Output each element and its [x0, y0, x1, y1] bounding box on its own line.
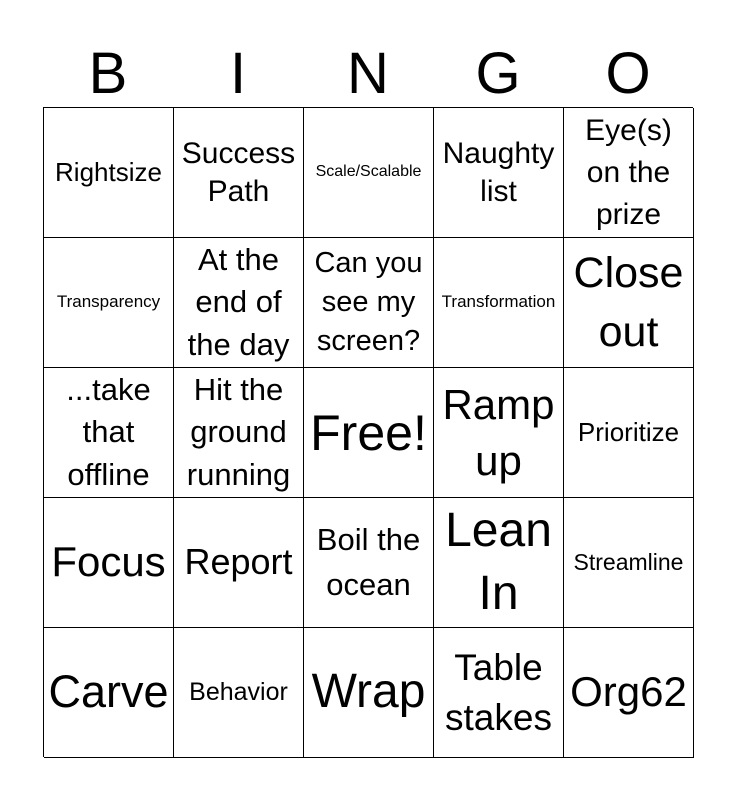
bingo-cell-2-3[interactable] [304, 238, 434, 368]
bingo-header [43, 40, 693, 108]
bingo-cell-label: Table stakes [445, 646, 552, 738]
bingo-cell-1-3[interactable] [304, 108, 434, 238]
bingo-cell-2-5[interactable] [564, 238, 694, 368]
bingo-cell-2-4[interactable] [434, 238, 564, 368]
bingo-cell-4-1[interactable] [44, 498, 174, 628]
bingo-cell-3-4[interactable] [434, 368, 564, 498]
bingo-cell-5-1[interactable] [44, 628, 174, 758]
bingo-cell-label: Carve [48, 666, 169, 718]
bingo-cell-label: Transparency [56, 292, 161, 312]
bingo-cell-1-2[interactable] [174, 108, 304, 238]
bingo-cell-5-2[interactable] [174, 628, 304, 758]
bingo-cell-label: Free! [310, 404, 427, 461]
bingo-cell-label: Report [184, 541, 293, 583]
bingo-cell-label: Naughty list [442, 137, 555, 208]
bingo-cell-1-1[interactable] [44, 108, 174, 238]
bingo-cell-label: Prioritize [577, 416, 680, 447]
bingo-cell-4-4[interactable] [434, 498, 564, 628]
bingo-cell-label: Streamline [573, 548, 684, 575]
bingo-cell-label: Rightsize [55, 156, 162, 187]
bingo-cell-3-3[interactable] [304, 368, 434, 498]
bingo-cell-3-1[interactable] [44, 368, 174, 498]
bingo-cell-5-4[interactable] [434, 628, 564, 758]
bingo-cell-3-5[interactable] [564, 368, 694, 498]
bingo-cell-label: Org62 [570, 668, 687, 716]
bingo-cell-label: Scale/Scalable [315, 163, 422, 181]
bingo-cell-4-3[interactable] [304, 498, 434, 628]
bingo-cell-1-4[interactable] [434, 108, 564, 238]
bingo-cell-4-2[interactable] [174, 498, 304, 628]
bingo-cell-4-5[interactable] [564, 498, 694, 628]
header-letter-o: O [605, 41, 651, 106]
bingo-cell-label: Behavior [189, 678, 288, 707]
bingo-cell-2-2[interactable] [174, 238, 304, 368]
bingo-cell-label: Close out [573, 249, 684, 356]
header-letter-i: I [229, 41, 247, 106]
bingo-cell-label: Can you see my screen? [314, 247, 423, 357]
header-letter-n: N [347, 41, 389, 106]
bingo-cell-label: Wrap [311, 665, 426, 719]
bingo-cell-label: Success Path [181, 137, 296, 208]
bingo-cell-label: Hit the ground running [186, 372, 291, 492]
bingo-cell-label: Eye(s) on the prize [585, 113, 672, 231]
bingo-cell-label: ...take that offline [66, 372, 151, 492]
bingo-cell-3-2[interactable] [174, 368, 304, 498]
bingo-cell-1-5[interactable] [564, 108, 694, 238]
bingo-cell-label: Lean In [445, 504, 552, 620]
bingo-cell-5-3[interactable] [304, 628, 434, 758]
bingo-board [43, 107, 693, 757]
header-letter-g: G [475, 41, 521, 106]
bingo-cell-label: Focus [51, 538, 166, 586]
bingo-cell-2-1[interactable] [44, 238, 174, 368]
bingo-cell-label: At the end of the day [187, 242, 290, 362]
bingo-cell-label: Boil the ocean [316, 522, 421, 602]
bingo-cell-label: Transformation [441, 292, 556, 312]
bingo-cell-5-5[interactable] [564, 628, 694, 758]
header-letter-b: B [88, 41, 128, 106]
bingo-cell-label: Ramp up [442, 380, 555, 484]
